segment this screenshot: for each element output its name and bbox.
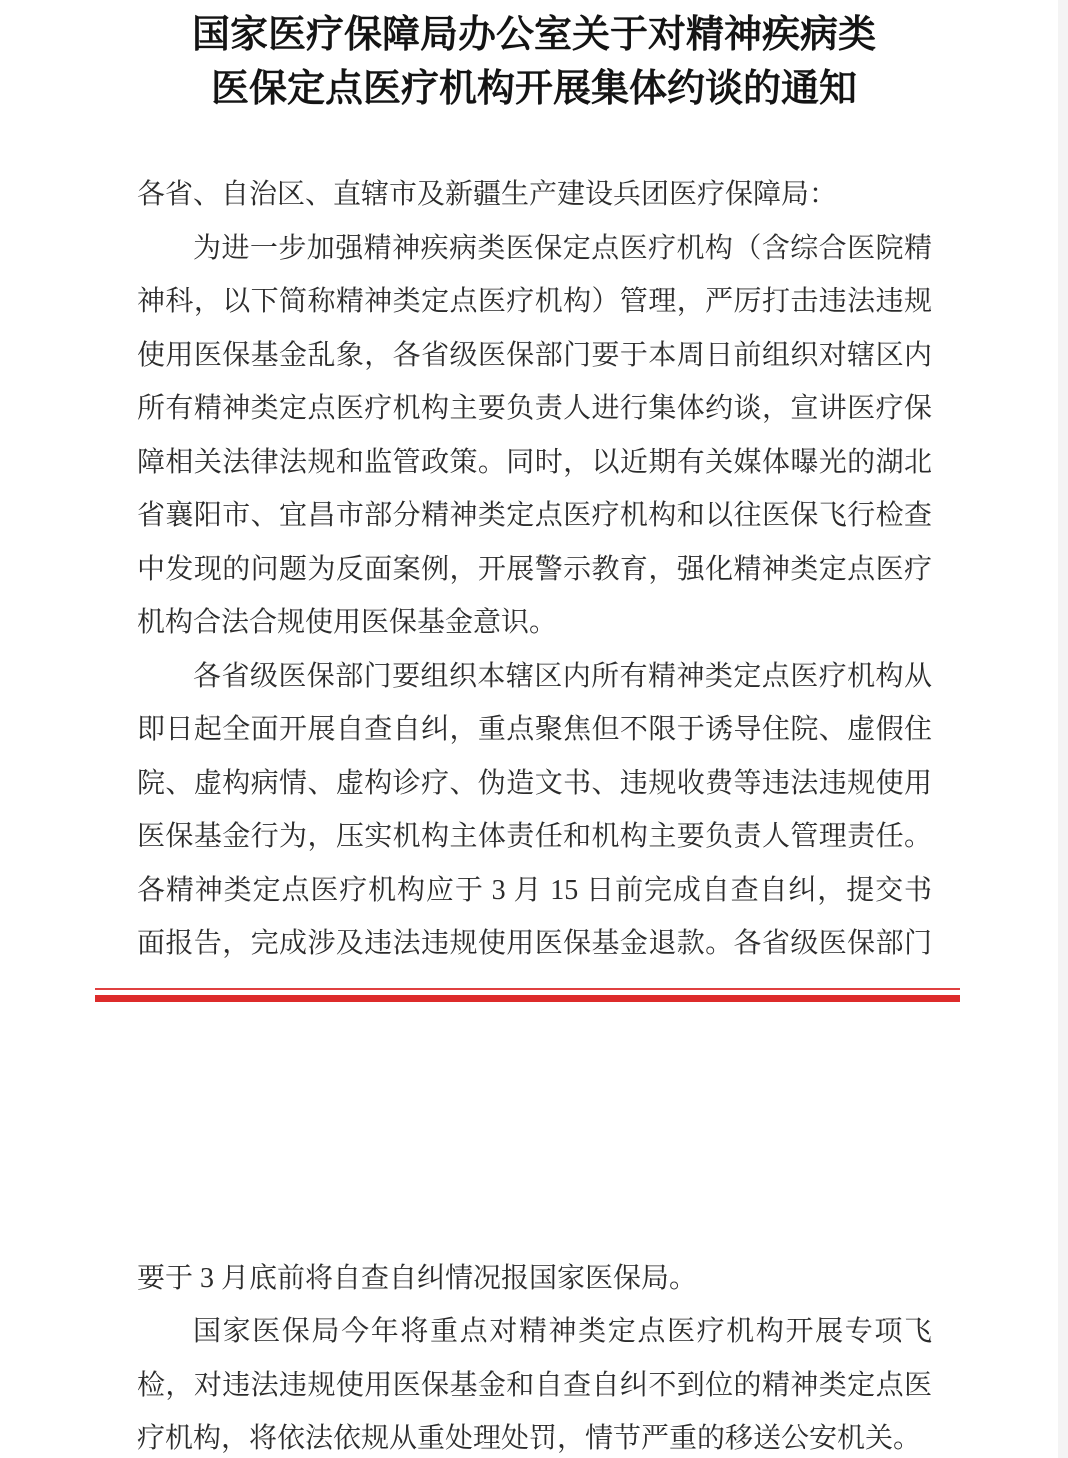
text-line: 神科，以下简称精神类定点医疗机构）管理，严厉打击违法违规: [137, 286, 932, 317]
text-line: 面报告，完成涉及违法违规使用医保基金退款。各省级医保部门: [137, 928, 932, 959]
text-line: 院、虚构病情、虚构诊疗、伪造文书、违规收费等违法违规使用: [137, 767, 932, 799]
text-line: 使用医保基金乱象，各省级医保部门要于本周日前组织对辖区内: [137, 339, 932, 371]
text-line: 要于 3 月底前将自查自纠情况报国家医保局。: [137, 1262, 698, 1294]
text-line: 疗机构，将依法依规从重处理处罚，情节严重的移送公安机关。: [137, 1423, 922, 1454]
text-line: 为进一步加强精神疾病类医保定点医疗机构（含综合医院精: [193, 232, 932, 264]
text-line: 所有精神类定点医疗机构主要负责人进行集体约谈，宣讲医疗保: [137, 393, 932, 424]
text-line: 机构合法合规使用医保基金意识。: [137, 607, 558, 638]
text-line: 国家医保局今年将重点对精神类定点医疗机构开展专项飞: [193, 1316, 932, 1347]
red-divider-thin-line: [95, 988, 960, 990]
text-line: 各省、自治区、直辖市及新疆生产建设兵团医疗保障局：: [137, 179, 838, 210]
red-divider-thick-line: [95, 995, 960, 1002]
text-line: 即日起全面开展自查自纠，重点聚焦但不限于诱导住院、虚假住: [137, 714, 932, 745]
page-edge-strip: [1058, 0, 1068, 1458]
text-line: 障相关法律法规和监管政策。同时，以近期有关媒体曝光的湖北: [137, 446, 932, 478]
text-line: 检，对违法违规使用医保基金和自查自纠不到位的精神类定点医: [137, 1369, 932, 1401]
red-divider: [95, 988, 960, 1002]
body-text-block-lower: [0, 1252, 1068, 1458]
text-line: 中发现的问题为反面案例，开展警示教育，强化精神类定点医疗: [137, 553, 932, 585]
document-title-line-1: 国家医疗保障局办公室关于对精神疾病类: [191, 14, 876, 56]
document-title: [0, 0, 1068, 116]
text-line: 省襄阳市、宜昌市部分精神类定点医疗机构和以往医保飞行检查: [137, 500, 932, 531]
text-line: 各省级医保部门要组织本辖区内所有精神类定点医疗机构从: [193, 660, 932, 692]
document-title-line-2: 医保定点医疗机构开展集体约谈的通知: [210, 68, 857, 110]
body-text-block-upper: [0, 168, 1068, 971]
text-line: 各精神类定点医疗机构应于 3 月 15 日前完成自查自纠，提交书: [137, 874, 932, 906]
text-line: 医保基金行为，压实机构主体责任和机构主要负责人管理责任。: [137, 821, 932, 852]
